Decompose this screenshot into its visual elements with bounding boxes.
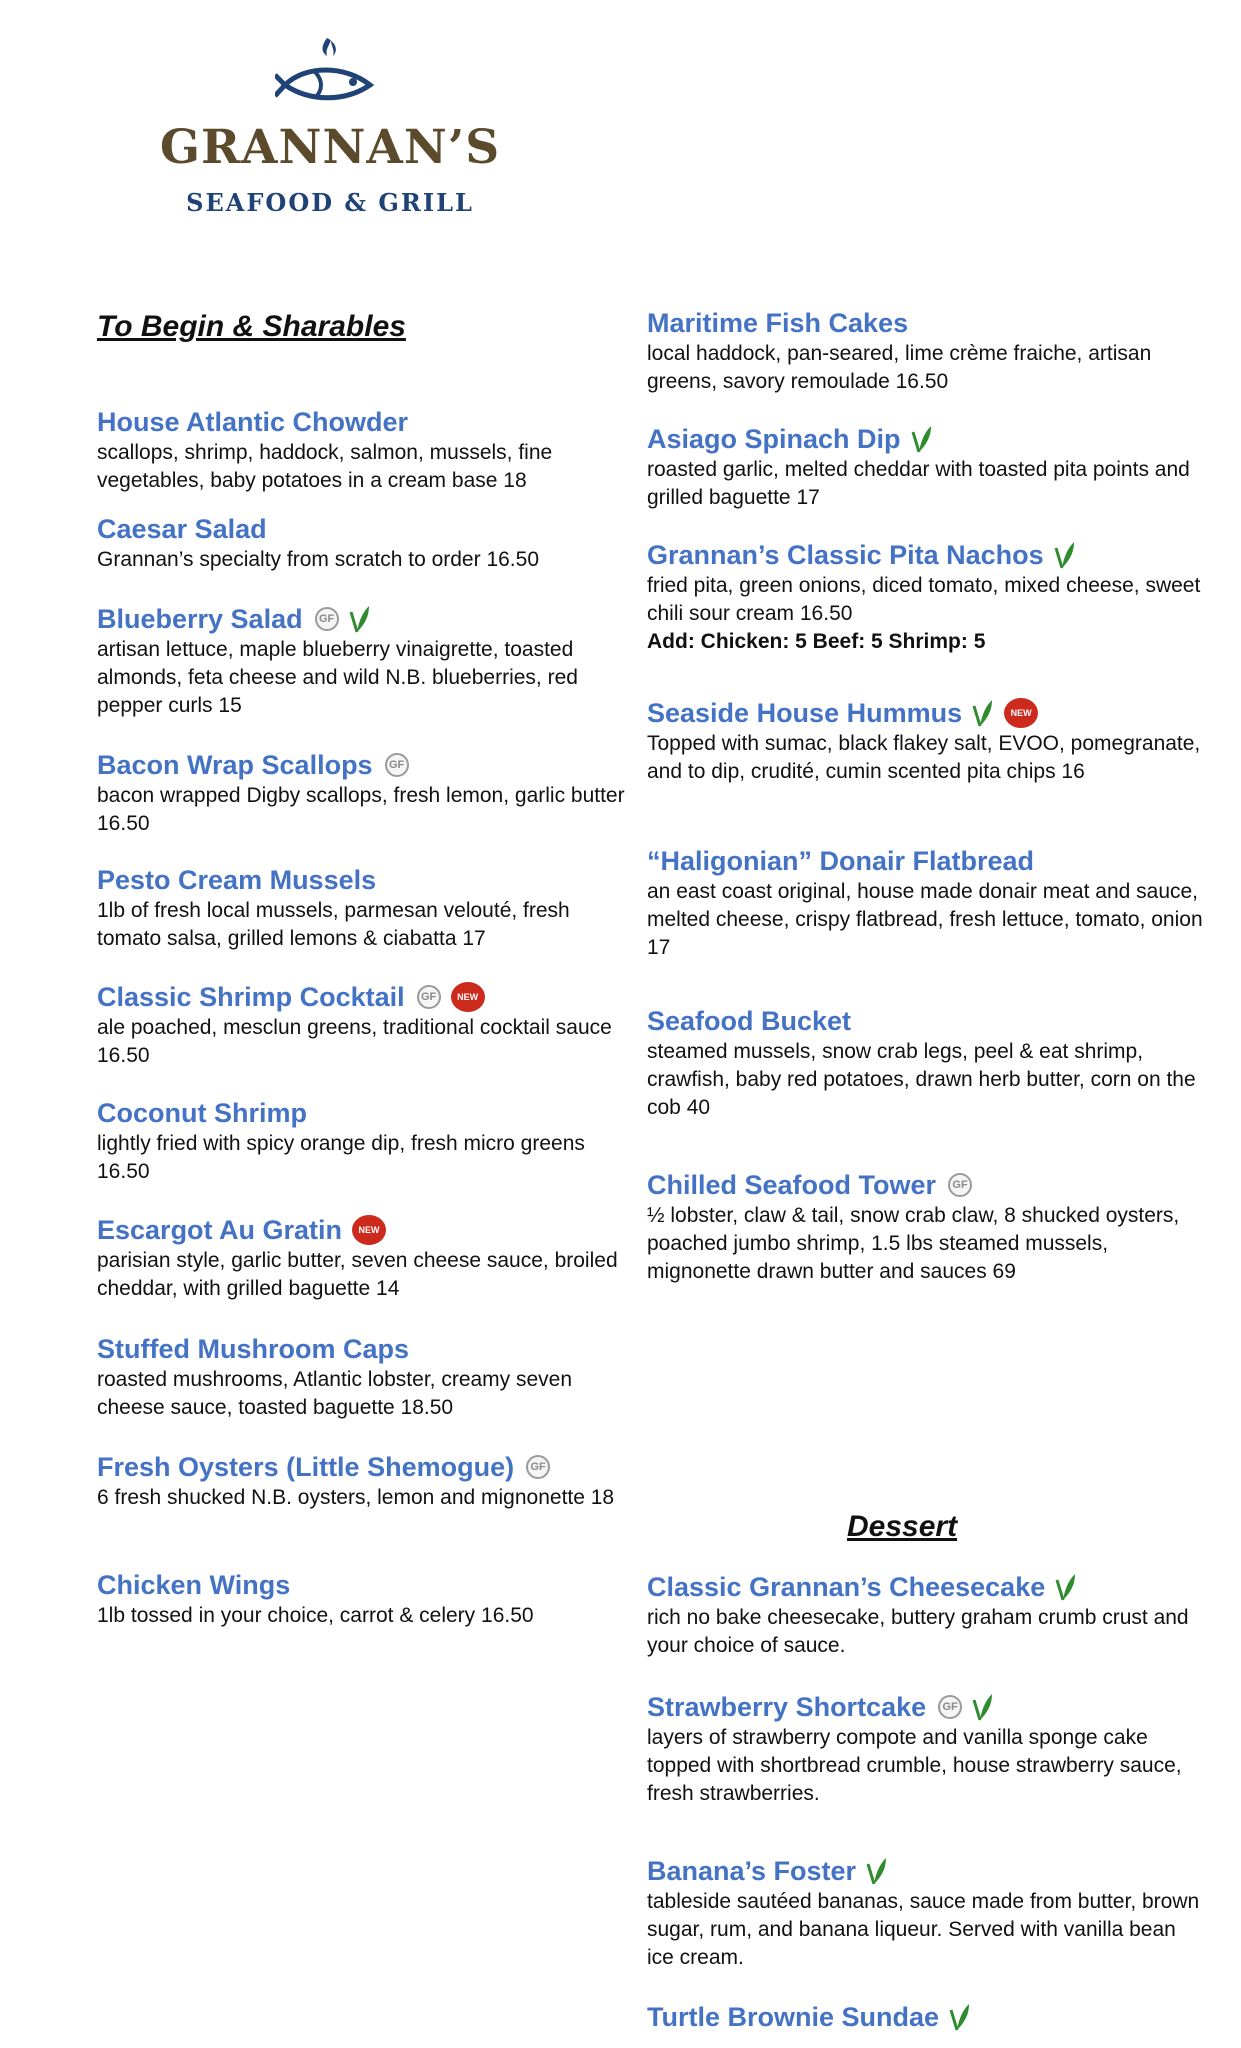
menu-item-name-row — [97, 1096, 637, 1130]
menu-item-name: Pesto Cream Mussels — [97, 865, 377, 895]
menu-item-name: Grannan’s Classic Pita Nachos — [647, 540, 1044, 570]
menu-item-name: Stuffed Mushroom Caps — [97, 1334, 410, 1364]
menu-item-name: Maritime Fish Cakes — [647, 308, 909, 338]
menu-item-description: Topped with sumac, black flakey salt, EVOO, pomegranate, and to dip, crudité, cumin scented pita chips 16 — [647, 732, 1201, 783]
menu-item-description: 6 fresh shucked N.B. oysters, lemon and mignonette 18 — [97, 1486, 615, 1509]
new-badge-icon: NEW — [451, 982, 485, 1012]
menu-item-name-row — [647, 1004, 1207, 1038]
menu-item-description: Grannan’s specialty from scratch to order 16.50 — [97, 548, 539, 571]
menu-item-name: Strawberry Shortcake — [647, 1692, 927, 1722]
menu-item — [647, 1854, 1207, 1972]
logo — [140, 30, 520, 220]
menu-item-name: Blueberry Salad — [97, 604, 303, 634]
menu-item-name-row — [97, 748, 637, 782]
menu-item-name: Classic Grannan’s Cheesecake — [647, 1572, 1046, 1602]
gluten-free-icon: GF — [385, 753, 409, 777]
menu-item-name: Fresh Oysters (Little Shemogue) — [97, 1452, 515, 1482]
menu-item-description: 1lb tossed in your choice, carrot & celery 16.50 — [97, 1604, 534, 1627]
menu-item-addon: Add: Chicken: 5 Beef: 5 Shrimp: 5 — [647, 630, 986, 653]
menu-item — [647, 1004, 1207, 1122]
menu-item-description: steamed mussels, snow crab legs, peel & eat shrimp, crawfish, baby red potatoes, drawn herb butter, corn on the cob 40 — [647, 1040, 1196, 1119]
menu-item-name-row — [647, 1690, 1207, 1724]
menu-item-name-row — [97, 980, 637, 1014]
menu-item-description: layers of strawberry compote and vanilla sponge cake topped with shortbread crumble, house strawberry sauce, fresh strawberries. — [647, 1726, 1182, 1805]
menu-item-name-row — [97, 602, 637, 636]
menu-item-description: local haddock, pan-seared, lime crème fraiche, artisan greens, savory remoulade 16.50 — [647, 342, 1152, 393]
menu-item — [97, 1096, 637, 1186]
vegetarian-leaf-icon — [1052, 540, 1076, 570]
vegetarian-leaf-icon — [909, 424, 933, 454]
vegetarian-leaf-icon — [970, 698, 994, 728]
gluten-free-icon: GF — [315, 607, 339, 631]
menu-item — [97, 1568, 637, 1630]
menu-item-name-row — [97, 512, 637, 546]
menu-item-description: lightly fried with spicy orange dip, fresh micro greens 16.50 — [97, 1132, 585, 1183]
menu-item-description: ½ lobster, claw & tail, snow crab claw, 8 shucked oysters, poached jumbo shrimp, 1.5 lbs steamed mussels, mignonette drawn butter and sauces 69 — [647, 1204, 1180, 1283]
menu-item-name: Seaside House Hummus — [647, 698, 963, 728]
menu-item-name-row — [647, 306, 1207, 340]
menu-item-name: Coconut Shrimp — [97, 1098, 307, 1128]
menu-item-description: roasted mushrooms, Atlantic lobster, creamy seven cheese sauce, toasted baguette 18.50 — [97, 1368, 573, 1419]
menu-item-name-row — [647, 844, 1207, 878]
menu-item — [647, 1570, 1207, 1660]
menu-item-name: Classic Shrimp Cocktail — [97, 982, 405, 1012]
menu-item-name: Bacon Wrap Scallops — [97, 750, 373, 780]
menu-item-description: an east coast original, house made donair meat and sauce, melted cheese, crispy flatbread, fresh lettuce, tomato, onion 17 — [647, 880, 1203, 959]
menu-item-name-row — [647, 1570, 1207, 1604]
menu-item-description: tableside sautéed bananas, sauce made from butter, brown sugar, rum, and banana liqueur. Served with vanilla bean ice cream. — [647, 1890, 1200, 1969]
menu-item-name: House Atlantic Chowder — [97, 407, 409, 437]
brand-tagline: SEAFOOD & GRILL — [186, 188, 474, 217]
menu-item-name-row — [647, 422, 1207, 456]
gluten-free-icon: GF — [526, 1455, 550, 1479]
menu-item-name-row — [97, 1213, 637, 1247]
menu-item-description: bacon wrapped Digby scallops, fresh lemon, garlic butter 16.50 — [97, 784, 625, 835]
menu-item — [647, 422, 1207, 512]
menu-item-name-row — [647, 538, 1207, 572]
menu-item-name: “Haligonian” Donair Flatbread — [647, 846, 1035, 876]
menu-item-name: Seafood Bucket — [647, 1006, 852, 1036]
menu-item — [97, 748, 637, 838]
menu-item-name-row — [647, 2000, 1207, 2034]
menu-item-description: rich no bake cheesecake, buttery graham crumb crust and your choice of sauce. — [647, 1606, 1189, 1657]
menu-item — [647, 696, 1207, 786]
menu-item-name-row — [97, 1568, 637, 1602]
menu-item-name-row — [97, 863, 637, 897]
menu-item-name: Banana’s Foster — [647, 1856, 857, 1886]
menu-item-name: Chilled Seafood Tower — [647, 1170, 937, 1200]
menu-item-name: Asiago Spinach Dip — [647, 424, 901, 454]
menu-item-description: ale poached, mesclun greens, traditional cocktail sauce 16.50 — [97, 1016, 612, 1067]
menu-item-name-row — [97, 1332, 637, 1366]
gluten-free-icon: GF — [417, 985, 441, 1009]
menu-item — [647, 1690, 1207, 1808]
menu-item — [97, 602, 637, 720]
menu-item-name-row — [647, 696, 1207, 730]
menu-item — [647, 538, 1207, 656]
vegetarian-leaf-icon — [947, 2002, 971, 2032]
menu-item — [97, 980, 637, 1070]
menu-item-name: Chicken Wings — [97, 1570, 291, 1600]
menu-item — [97, 1450, 637, 1512]
vegetarian-leaf-icon — [1053, 1572, 1077, 1602]
menu-item-name-row — [97, 405, 637, 439]
menu-item — [97, 512, 637, 574]
new-badge-icon: NEW — [1004, 698, 1038, 728]
menu-item — [647, 306, 1207, 396]
menu-item — [647, 1168, 1207, 1286]
section-title-dessert: Dessert — [847, 1510, 958, 1543]
section-title-starters: To Begin & Sharables — [97, 310, 406, 343]
vegetarian-leaf-icon — [970, 1692, 994, 1722]
menu-item-description: 1lb of fresh local mussels, parmesan velouté, fresh tomato salsa, grilled lemons & ciabatta 17 — [97, 899, 570, 950]
menu-item-description: fried pita, green onions, diced tomato, mixed cheese, sweet chili sour cream 16.50 — [647, 574, 1201, 625]
vegetarian-leaf-icon — [347, 604, 371, 634]
menu-item-name: Escargot Au Gratin — [97, 1215, 343, 1245]
fish-flame-logo-icon — [275, 30, 385, 110]
menu-item-name: Caesar Salad — [97, 514, 267, 544]
menu-item — [647, 2000, 1207, 2034]
menu-item-description: parisian style, garlic butter, seven cheese sauce, broiled cheddar, with grilled baguette 14 — [97, 1249, 618, 1300]
menu-item-name: Turtle Brownie Sundae — [647, 2002, 940, 2032]
menu-item-name-row — [647, 1854, 1207, 1888]
menu-item — [97, 405, 637, 495]
brand-name: GRANNAN’S — [159, 120, 501, 175]
menu-item — [97, 1213, 637, 1303]
menu-item-description: scallops, shrimp, haddock, salmon, mussels, fine vegetables, baby potatoes in a cream base 18 — [97, 441, 553, 492]
menu-item — [97, 863, 637, 953]
menu-item-name-row — [97, 1450, 637, 1484]
menu-item — [647, 844, 1207, 962]
menu-item-description: artisan lettuce, maple blueberry vinaigrette, toasted almonds, feta cheese and wild N.B. blueberries, red pepper curls 15 — [97, 638, 578, 717]
new-badge-icon: NEW — [352, 1215, 386, 1245]
gluten-free-icon: GF — [948, 1173, 972, 1197]
menu-item-description: roasted garlic, melted cheddar with toasted pita points and grilled baguette 17 — [647, 458, 1190, 509]
gluten-free-icon: GF — [938, 1695, 962, 1719]
menu-item — [97, 1332, 637, 1422]
menu-item-name-row — [647, 1168, 1207, 1202]
vegetarian-leaf-icon — [864, 1856, 888, 1886]
